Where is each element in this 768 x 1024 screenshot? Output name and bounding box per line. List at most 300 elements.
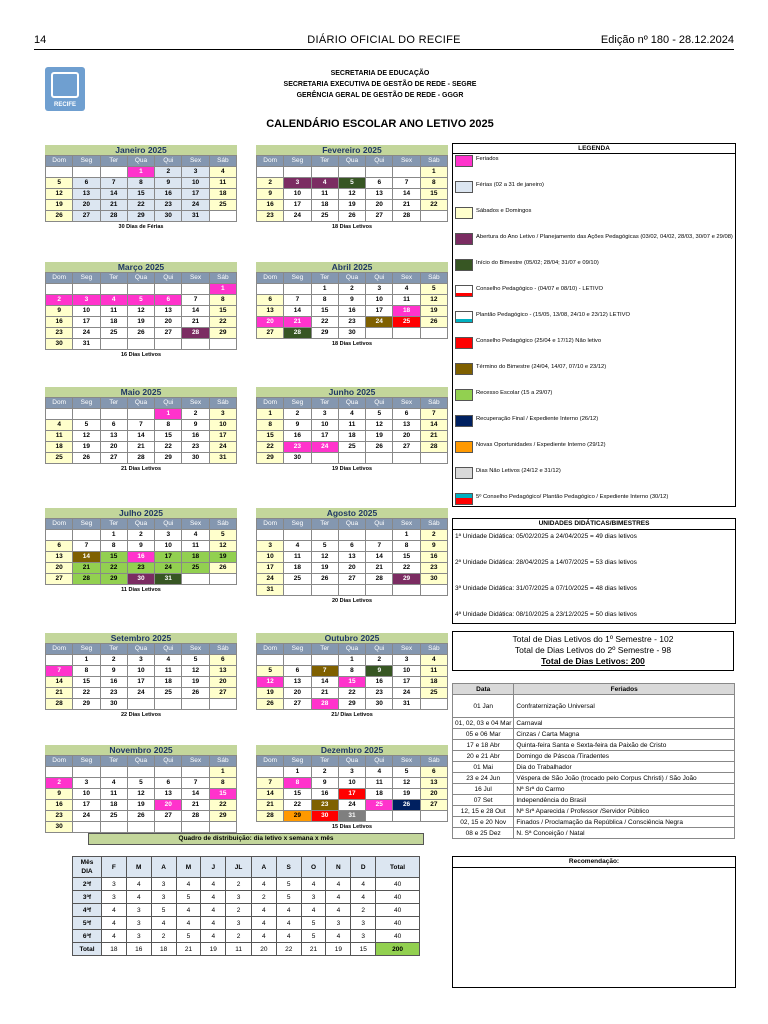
day-cell: 3 [73,295,100,306]
empty-cell [182,822,209,833]
day-cell: 30 [421,574,448,585]
day-cell: 15 [73,677,100,688]
weekday-header: Qua [128,273,155,284]
day-cell: 2 [46,295,73,306]
day-cell: 22 [101,563,128,574]
day-cell: 5 [393,767,420,778]
day-cell: 29 [257,453,284,464]
day-cell: 11 [366,778,393,789]
feriado-date: 01, 02, 03 e 04 Mar [453,718,514,729]
legend-swatch [455,233,473,245]
weekday-header: Dom [257,398,284,409]
day-cell: 9 [312,778,339,789]
feriado-date: 23 e 24 Jun [453,773,514,784]
day-cell: 14 [46,677,73,688]
day-cell: 31 [182,211,209,222]
day-cell: 2 [284,409,311,420]
day-cell: 16 [366,677,393,688]
empty-cell [101,167,128,178]
day-cell: 14 [128,431,155,442]
day-cell: 11 [339,420,366,431]
day-cell: 16 [46,317,73,328]
empty-cell [366,167,393,178]
month-calendar [45,387,237,472]
weekday-header: Qui [366,644,393,655]
day-cell: 1 [393,530,420,541]
logo-emblem-icon [51,72,79,98]
legend-item [453,155,735,167]
day-cell: 20 [46,563,73,574]
day-cell: 28 [101,211,128,222]
day-cell: 6 [421,767,448,778]
day-cell: 25 [366,800,393,811]
day-cell: 29 [101,574,128,585]
day-cell: 8 [284,778,311,789]
quadro-cell: 4 [201,930,226,943]
weekday-header: Qua [339,156,366,167]
legend-title: LEGENDA [453,144,735,154]
day-cell: 3 [155,530,182,541]
day-cell: 23 [128,563,155,574]
month-grid [256,272,448,339]
quadro-cell: 11 [226,943,252,956]
weekday-header: Sáb [421,398,448,409]
day-cell: 24 [312,442,339,453]
weekday-header: Qua [128,398,155,409]
quadro-cell: 3 [151,878,176,891]
weekday-header: Sex [393,156,420,167]
day-cell: 15 [101,552,128,563]
month-footer: 21 Dias Letivos [120,466,162,472]
quadro-cell: 3 [351,930,376,943]
feriado-date: 17 e 18 Abr [453,740,514,751]
empty-cell [182,767,209,778]
month-calendar [256,508,448,604]
day-cell: 14 [101,189,128,200]
empty-cell [421,453,448,464]
day-cell: 23 [366,688,393,699]
day-cell: 31 [257,585,284,596]
month-title: Novembro 2025 [45,745,237,755]
day-cell: 12 [366,420,393,431]
day-cell: 13 [155,789,182,800]
day-cell: 15 [284,789,311,800]
quadro-cell: 4 [102,930,127,943]
legend-swatch [455,389,473,401]
weekday-header: Sáb [210,156,237,167]
day-cell: 19 [421,306,448,317]
unidades-didaticas-box [452,518,736,624]
empty-cell [284,655,311,666]
month-grid [256,755,448,822]
heading-line-3: GERÊNCIA GERAL DE GESTÃO DE REDE - GGGR [296,92,464,99]
day-cell: 29 [339,699,366,710]
day-cell: 16 [284,431,311,442]
weekday-header: Seg [73,756,100,767]
month-grid [45,755,237,833]
legend-swatch [455,493,473,505]
weekday-header: Seg [73,644,100,655]
day-cell: 22 [339,688,366,699]
day-cell: 10 [284,189,311,200]
day-cell: 13 [101,431,128,442]
day-cell: 6 [284,666,311,677]
day-cell: 10 [73,789,100,800]
day-cell: 26 [421,317,448,328]
empty-cell [312,530,339,541]
col-header-feriados: Feriados [514,684,735,695]
empty-cell [312,167,339,178]
day-cell: 5 [182,655,209,666]
day-cell: 17 [312,431,339,442]
legend-item [453,493,735,505]
day-cell: 16 [339,306,366,317]
day-cell: 26 [257,699,284,710]
weekday-header: Dom [257,273,284,284]
day-cell: 5 [257,666,284,677]
day-cell: 29 [73,699,100,710]
empty-cell [393,328,420,339]
day-cell: 11 [312,189,339,200]
quadro-cell: 3 [351,917,376,930]
legend-swatch [455,181,473,193]
day-cell: 15 [421,189,448,200]
day-cell: 4 [101,778,128,789]
month-grid [256,643,448,710]
day-cell: 14 [284,306,311,317]
empty-cell [210,822,237,833]
empty-cell [155,339,182,350]
day-cell: 30 [155,211,182,222]
day-cell: 14 [73,552,100,563]
quadro-cell: 5 [301,930,326,943]
month-grid [256,397,448,464]
legend-item [453,441,735,453]
quadro-col-header: M [176,857,201,878]
weekday-header: Qua [339,398,366,409]
quadro-col-header: M [126,857,151,878]
day-cell: 21 [284,317,311,328]
day-cell: 21 [393,200,420,211]
day-cell: 18 [366,789,393,800]
day-cell: 7 [366,541,393,552]
weekday-header: Seg [73,519,100,530]
day-cell: 11 [155,666,182,677]
day-cell: 13 [393,420,420,431]
empty-cell [182,574,209,585]
quadro-cell: 2 [151,930,176,943]
totais-box [452,631,734,671]
day-cell: 4 [339,409,366,420]
day-cell: 1 [210,767,237,778]
month-grid [256,518,448,596]
weekday-header: Qui [155,756,182,767]
month-grid [45,518,237,585]
quadro-cell: 200 [376,943,420,956]
legend-swatch [455,337,473,349]
day-cell: 10 [155,541,182,552]
day-cell: 22 [128,200,155,211]
legend-label: Início do Bimestre (05/02; 28/04; 31/07 e 09/10) [476,260,599,266]
quadro-col-header: S [276,857,301,878]
day-cell: 20 [155,317,182,328]
day-cell: 5 [210,530,237,541]
day-cell: 24 [284,211,311,222]
feriado-name: Domingo de Páscoa /Tiradentes [514,751,735,762]
quadro-row-label: 5ªf [73,917,102,930]
weekday-header: Sex [182,756,209,767]
day-cell: 9 [128,541,155,552]
month-grid [45,397,237,464]
table-row [73,930,420,943]
empty-cell [366,585,393,596]
quadro-cell: 40 [376,904,420,917]
day-cell: 7 [257,778,284,789]
day-cell: 6 [393,409,420,420]
month-footer: 18 Dias Letivos [331,341,373,347]
day-cell: 17 [257,563,284,574]
feriado-date: 02, 15 e 20 Nov [453,817,514,828]
weekday-header: Sáb [421,156,448,167]
quadro-col-header: O [301,857,326,878]
day-cell: 28 [73,574,100,585]
journal-title: DIÁRIO OFICIAL DO RECIFE [307,34,461,46]
weekday-header: Sex [182,398,209,409]
empty-cell [128,339,155,350]
unidade-3: 3ª Unidade Didática: 31/07/2025 a 07/10/2025 = 48 dias letivos [455,585,637,592]
legend-item [453,363,735,375]
month-footer: 22 Dias Letivos [120,712,162,718]
day-cell: 16 [257,200,284,211]
month-grid [45,155,237,222]
empty-cell [46,167,73,178]
day-cell: 26 [366,442,393,453]
day-cell: 12 [421,295,448,306]
weekday-header: Qua [128,644,155,655]
day-cell: 18 [101,317,128,328]
day-cell: 2 [182,409,209,420]
day-cell: 15 [210,306,237,317]
day-cell: 13 [46,552,73,563]
day-cell: 22 [421,200,448,211]
day-cell: 27 [393,442,420,453]
weekday-header: Qui [155,156,182,167]
month-footer: 16 Dias Letivos [120,352,162,358]
quadro-cell: 4 [176,917,201,930]
quadro-cell: 2 [351,904,376,917]
day-cell: 20 [339,563,366,574]
page-header [34,33,734,50]
day-cell: 27 [366,211,393,222]
day-cell: 1 [312,284,339,295]
day-cell: 21 [46,688,73,699]
day-cell: 2 [312,767,339,778]
day-cell: 12 [46,189,73,200]
day-cell: 9 [46,789,73,800]
weekday-header: Qua [339,644,366,655]
day-cell: 7 [393,178,420,189]
day-cell: 12 [128,789,155,800]
day-cell: 17 [128,677,155,688]
day-cell: 31 [339,811,366,822]
day-cell: 25 [312,211,339,222]
day-cell: 9 [101,666,128,677]
quadro-cell: 4 [201,878,226,891]
day-cell: 28 [46,699,73,710]
legend-label: Recesso Escolar (15 a 29/07) [476,390,553,396]
day-cell: 8 [101,541,128,552]
day-cell: 14 [182,306,209,317]
day-cell: 18 [339,431,366,442]
day-cell: 23 [257,211,284,222]
empty-cell [128,699,155,710]
empty-cell [155,822,182,833]
day-cell: 25 [155,688,182,699]
quadro-cell: 4 [251,904,276,917]
day-cell: 21 [73,563,100,574]
day-cell: 29 [210,328,237,339]
day-cell: 14 [257,789,284,800]
quadro-row-label: 4ªf [73,904,102,917]
quadro-cell: 18 [151,943,176,956]
empty-cell [284,167,311,178]
empty-cell [73,767,100,778]
quadro-cell: 15 [351,943,376,956]
legend-swatch [455,311,473,323]
day-cell: 18 [46,442,73,453]
edition-info: Edição nº 180 - 28.12.2024 [600,34,734,46]
legend-label: Conselho Pedagógico (25/04 e 17/12) Não letivo [476,338,602,344]
quadro-col-header: D [351,857,376,878]
weekday-header: Dom [46,644,73,655]
day-cell: 5 [73,420,100,431]
day-cell: 8 [393,541,420,552]
quadro-col-header: N [326,857,351,878]
day-cell: 31 [393,699,420,710]
day-cell: 24 [73,811,100,822]
quadro-cell: 3 [126,917,151,930]
day-cell: 7 [421,409,448,420]
day-cell: 25 [393,317,420,328]
recomendacao-box [452,856,736,988]
day-cell: 19 [210,552,237,563]
day-cell: 6 [46,541,73,552]
day-cell: 13 [155,306,182,317]
day-cell: 23 [46,811,73,822]
day-cell: 7 [101,178,128,189]
empty-cell [101,822,128,833]
quadro-cell: 4 [201,904,226,917]
day-cell: 15 [210,789,237,800]
day-cell: 27 [339,574,366,585]
day-cell: 23 [182,442,209,453]
quadro-col-header: Total [376,857,420,878]
day-cell: 23 [339,317,366,328]
quadro-cell: 4 [301,878,326,891]
weekday-header: Dom [46,756,73,767]
day-cell: 19 [339,200,366,211]
day-cell: 23 [46,328,73,339]
day-cell: 2 [155,167,182,178]
empty-cell [393,453,420,464]
day-cell: 28 [366,574,393,585]
feriado-name: Confraternização Universal [514,695,735,718]
day-cell: 18 [393,306,420,317]
empty-cell [284,284,311,295]
table-row [73,917,420,930]
quadro-row-label: 2ªf [73,878,102,891]
day-cell: 28 [182,811,209,822]
quadro-cell: 2 [226,878,252,891]
feriado-date: 08 e 25 Dez [453,828,514,839]
empty-cell [101,409,128,420]
day-cell: 11 [284,552,311,563]
day-cell: 25 [339,442,366,453]
quadro-row-label: 6ªf [73,930,102,943]
day-cell: 6 [257,295,284,306]
quadro-h2: DIA [81,868,93,875]
weekday-header: Sáb [210,756,237,767]
quadro-h1: Mês [80,859,94,866]
legend-item [453,285,735,297]
legend-item [453,467,735,479]
empty-cell [155,767,182,778]
empty-cell [339,453,366,464]
legend-label: Feriados [476,156,499,162]
day-cell: 4 [366,767,393,778]
day-cell: 13 [284,677,311,688]
day-cell: 28 [257,811,284,822]
weekday-header: Qua [339,273,366,284]
day-cell: 3 [393,655,420,666]
quadro-cell: 4 [151,917,176,930]
day-cell: 10 [210,420,237,431]
quadro-cell: 4 [251,878,276,891]
feriado-name: Nª Srª Aparecida / Professor /Servidor Público [514,806,735,817]
col-header-data: Data [453,684,514,695]
document-heading [150,68,610,101]
feriado-name: Cinzas / Carta Magna [514,729,735,740]
day-cell: 7 [312,666,339,677]
month-grid [45,272,237,350]
day-cell: 18 [155,677,182,688]
empty-cell [421,699,448,710]
weekday-header: Qui [155,273,182,284]
day-cell: 11 [101,306,128,317]
day-cell: 7 [182,295,209,306]
quadro-cell: 3 [102,891,127,904]
empty-cell [101,767,128,778]
day-cell: 21 [101,200,128,211]
day-cell: 7 [284,295,311,306]
day-cell: 10 [393,666,420,677]
weekday-header: Ter [312,273,339,284]
weekday-header: Sex [182,273,209,284]
weekday-header: Seg [284,156,311,167]
page-number: 14 [34,34,47,46]
empty-cell [366,453,393,464]
day-cell: 1 [421,167,448,178]
quadro-row-label: Total [73,943,102,956]
table-row [453,795,735,806]
day-cell: 19 [128,800,155,811]
unidade-4: 4ª Unidade Didática: 08/10/2025 a 23/12/2025 = 50 dias letivos [455,611,637,618]
weekday-header: Sex [182,156,209,167]
empty-cell [393,167,420,178]
weekday-header: Sáb [421,756,448,767]
day-cell: 2 [46,778,73,789]
day-cell: 14 [393,189,420,200]
